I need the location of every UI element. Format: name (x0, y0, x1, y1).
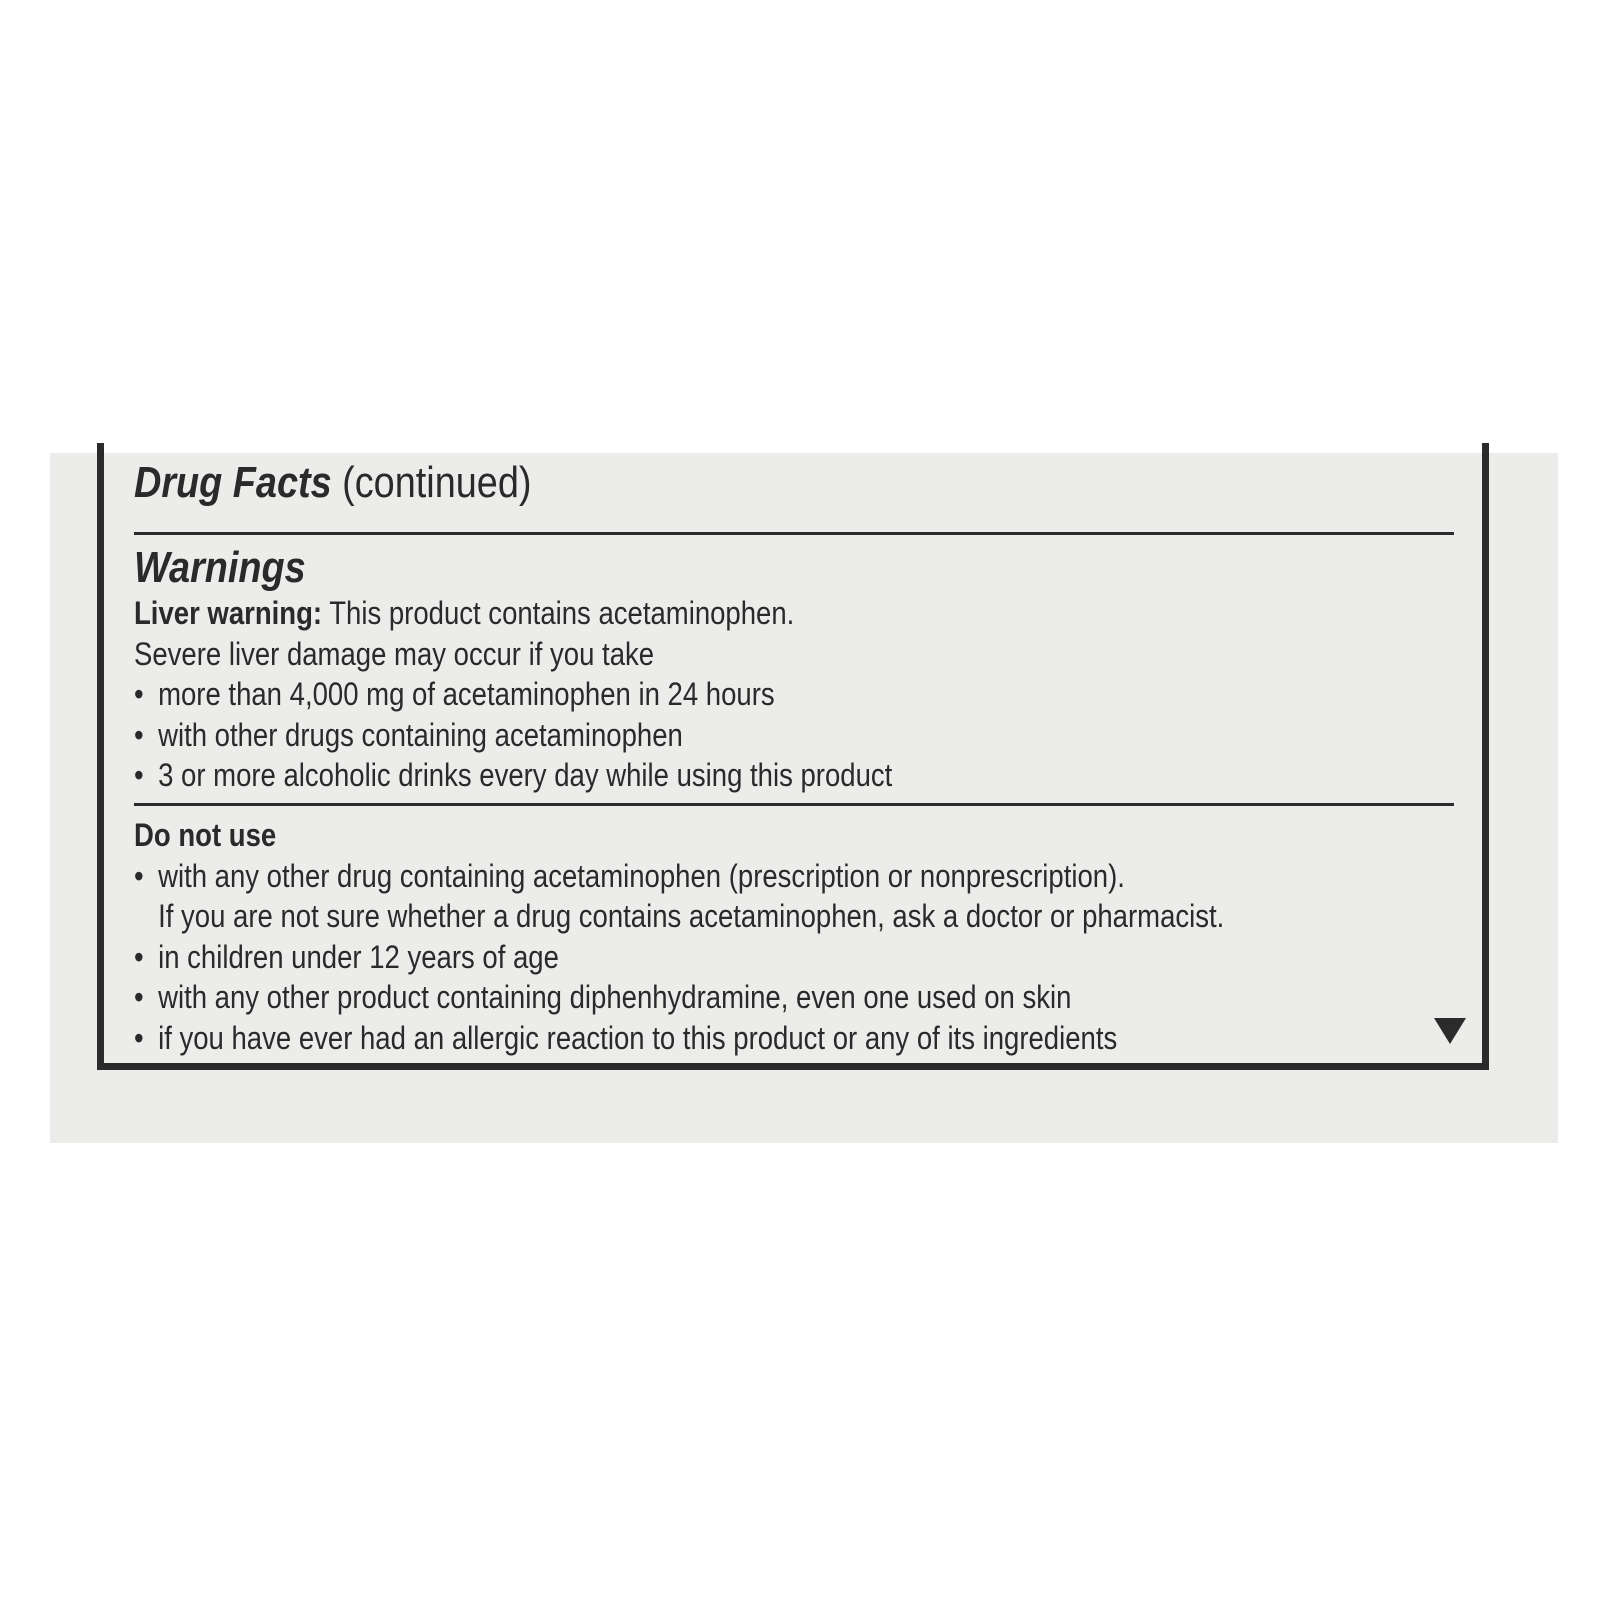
liver-warning-intro: Severe liver damage may occur if you take (134, 635, 655, 672)
list-item: • with any other product containing diphenhydramine, even one used on skin (134, 977, 1424, 1018)
bullet-icon: • (134, 1019, 144, 1056)
bullet-icon: • (134, 938, 144, 975)
liver-warning-label: Liver warning: (134, 595, 323, 631)
warnings-section (134, 593, 1424, 796)
list-item: • with other drugs containing acetaminophen (134, 715, 1424, 756)
title-continued: (continued) (331, 458, 532, 507)
do-not-use-section (134, 815, 1424, 1058)
bullet-icon: • (134, 716, 144, 753)
list-item-continuation: If you are not sure whether a drug contains acetaminophen, ask a doctor or pharmacist. (158, 898, 1225, 934)
liver-warning-text: This product contains acetaminophen. (322, 595, 795, 631)
bullet-icon: • (134, 857, 144, 894)
list-item: • 3 or more alcoholic drinks every day while using this product (134, 755, 1424, 796)
drug-facts-label (50, 453, 1558, 1143)
bullet-icon: • (134, 757, 144, 793)
title-bold: Drug Facts (134, 458, 332, 507)
list-item: • more than 4,000 mg of acetaminophen in 24 hours (134, 674, 1424, 715)
drug-facts-box (97, 443, 1489, 1070)
list-item: • in children under 12 years of age (134, 937, 1424, 978)
liver-warning-line (134, 593, 1424, 634)
do-not-use-heading: Do not use (134, 817, 277, 853)
down-triangle-icon (1434, 1018, 1466, 1044)
bullet-icon: • (134, 676, 144, 712)
list-item: • with any other drug containing acetaminophen (prescription or nonprescription). (134, 856, 1424, 897)
section-divider (134, 803, 1454, 806)
section-divider (134, 532, 1454, 535)
warnings-heading: Warnings (134, 543, 306, 592)
drug-facts-title (134, 457, 531, 509)
bullet-icon: • (134, 979, 144, 1015)
list-item: • if you have ever had an allergic reaction to this product or any of its ingredients (134, 1018, 1424, 1059)
